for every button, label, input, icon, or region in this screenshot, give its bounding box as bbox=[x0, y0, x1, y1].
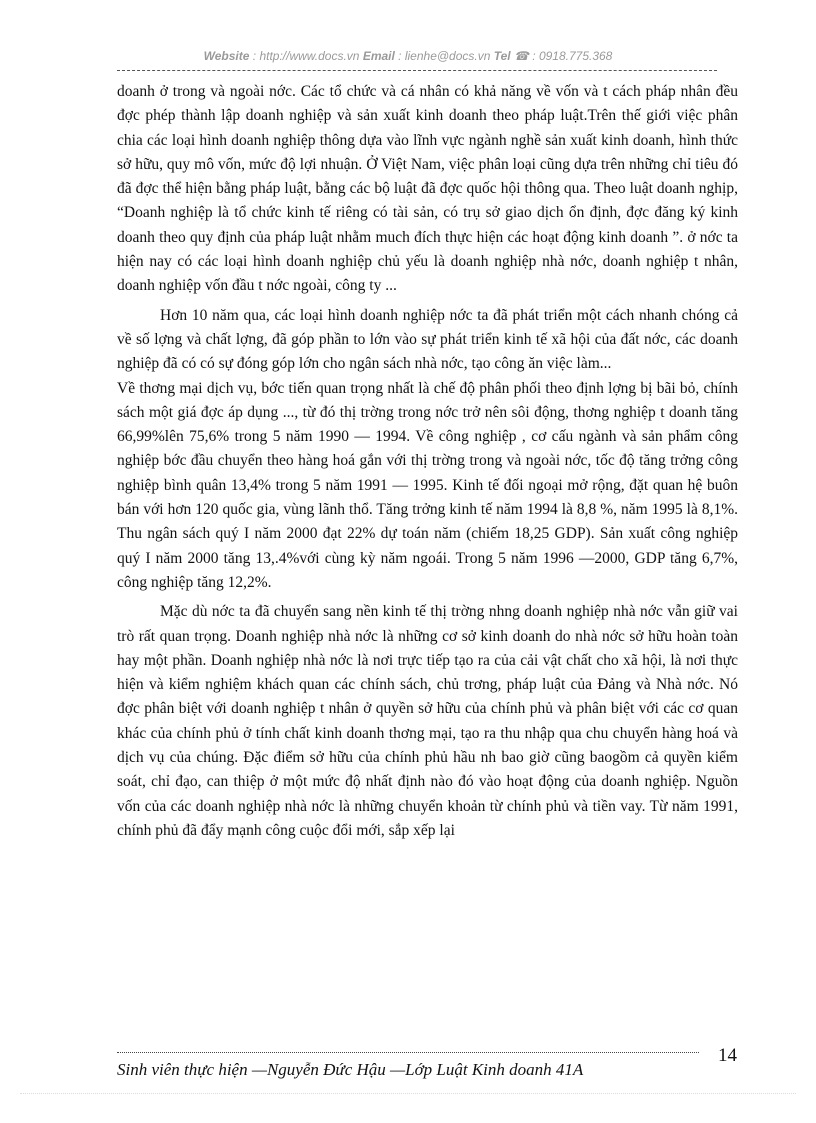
page-footer: Sinh viên thực hiện —Nguyễn Đức Hậu —Lớp Luật Kinh doanh 41A bbox=[117, 1060, 584, 1079]
page-header bbox=[0, 49, 816, 63]
email-label: Email bbox=[362, 49, 395, 63]
paragraph-1: doanh ở trong và ngoài nớc. Các tổ chức và cá nhân có khả năng về vốn và t cách pháp nhân đều đợc phép thành lập doanh nghiệp và sản xuất kinh doanh theo pháp luật.Trên thế giới việc phân chia các loại hình doanh nghiệp thông dựa vào lĩnh vực ngành nghề sản xuất kinh doanh, hình thức sở hữu, quy mô vốn, mức độ lợi nhuận. Ở Việt Nam, việc phân loại cũng dựa trên những chỉ tiêu đó đã đợc thể hiện bằng pháp luật, bằng các bộ luật đã đợc quốc hội thông qua. Theo luật doanh nghịp, “Doanh nghiệp là tổ chức kinh tế riêng có tài sản, có trụ sở giao dịch ổn định, đợc đăng ký kinh doanh theo quy định của pháp luật nhằm much đích thực hiện các hoạt động kinh doanh ”. ở nớc ta hiện nay có các loại hình doanh nghiệp chủ yếu là doanh nghiệp nhà nớc, doanh nghiệp t nhân, doanh nghiệp vốn đầu t nớc ngoài, công ty ... bbox=[117, 83, 738, 295]
paragraph-2: Hơn 10 năm qua, các loại hình doanh nghiệp nớc ta đã phát triển một cách nhanh chóng cả về số lợng và chất lợng, đã góp phần to lớn vào sự phát triển kinh tế xã hội của đất nớc, các doanh nghiệp đã có có sự đóng góp lớn cho ngân sách nhà nớc, tạo công ăn việc làm... bbox=[117, 306, 738, 373]
paragraph-4: Mặc dù nớc ta đã chuyển sang nền kinh tế thị trờng nhng doanh nghiệp nhà nớc vẫn giữ vai trò rất quan trọng. Doanh nghiệp nhà nớc là những cơ sở kinh doanh do nhà nớc sở hữu hoàn toàn hay một phần. Doanh nghiệp nhà nớc là nơi trực tiếp tạo ra của cải vật chất cho xã hội, là nơi thực hiện và kiểm nghiệm khách quan các chính sách, chủ trơng, pháp luật của Đảng và Nhà nớc. Nó đợc phân biệt với doanh nghiệp t nhân ở quyền sở hữu của chính phủ và phân biệt với các cơ quan khác của chính phủ ở tính chất kinh doanh thơng mại, tạo ra thu nhập qua chu chuyển hàng hoá và dịch vụ của chúng. Đặc điểm sở hữu của chính phủ hầu nh bao giờ cũng baogồm cả quyền kiểm soát, chỉ đạo, can thiệp ở một mức độ nhất định nào đó vào hoạt động của doanh nghiệp. Nguồn vốn của các doanh nghiệp nhà nớc là những chuyển khoản từ chính phủ và tiền vay. Từ năm 1991, chính phủ đã đẩy mạnh công cuộc đổi mới, sắp xếp lại bbox=[117, 603, 738, 839]
website-label: Website bbox=[203, 49, 250, 63]
page-bottom-border bbox=[20, 1093, 796, 1094]
header-divider bbox=[117, 70, 717, 71]
footer-divider bbox=[117, 1052, 699, 1053]
email-value: : lienhe@docs.vn bbox=[394, 49, 494, 63]
paragraph-3: Về thơng mại dịch vụ, bớc tiến quan trọng nhất là chế độ phân phối theo định lợng bị bãi bỏ, chính sách một giá đợc áp dụng ..., từ đó thị trờng trong nớc trở nên sôi động, thơng nghiệp t doanh tăng 66,99%lên 75,6% trong 5 năm 1990 — 1994. Về công nghiệp , cơ cấu ngành và sản phẩm công nghiệp bớc đầu chuyển theo hàng hoá gắn với thị trờng trong và ngoài nớc, tốc độ tăng trởng công nghiệp bình quân 13,4% trong 5 năm 1991 — 1995. Kinh tế đối ngoại mở rộng, đặt quan hệ buôn bán với hơn 120 quốc gia, vùng lãnh thổ. Tăng trởng kinh tế năm 1994 là 8,8 %, năm 1995 là 8,1%. Thu ngân sách quý I năm 2000 đạt 22% dự toán năm (chiếm 18,25 GDP). Sản xuất công nghiệp quý I năm 2000 tăng 13,.4%với cùng kỳ năm ngoái. Trong 5 năm 1996 —2000, GDP tăng 6,7%, công nghiệp tăng 12,2%. bbox=[117, 379, 738, 591]
tel-value: ☎ : 0918.775.368 bbox=[510, 49, 613, 63]
document-body bbox=[117, 80, 738, 843]
website-value: : http://www.docs.vn bbox=[249, 49, 363, 63]
page-number: 14 bbox=[718, 1045, 737, 1066]
tel-label: Tel bbox=[493, 49, 511, 63]
